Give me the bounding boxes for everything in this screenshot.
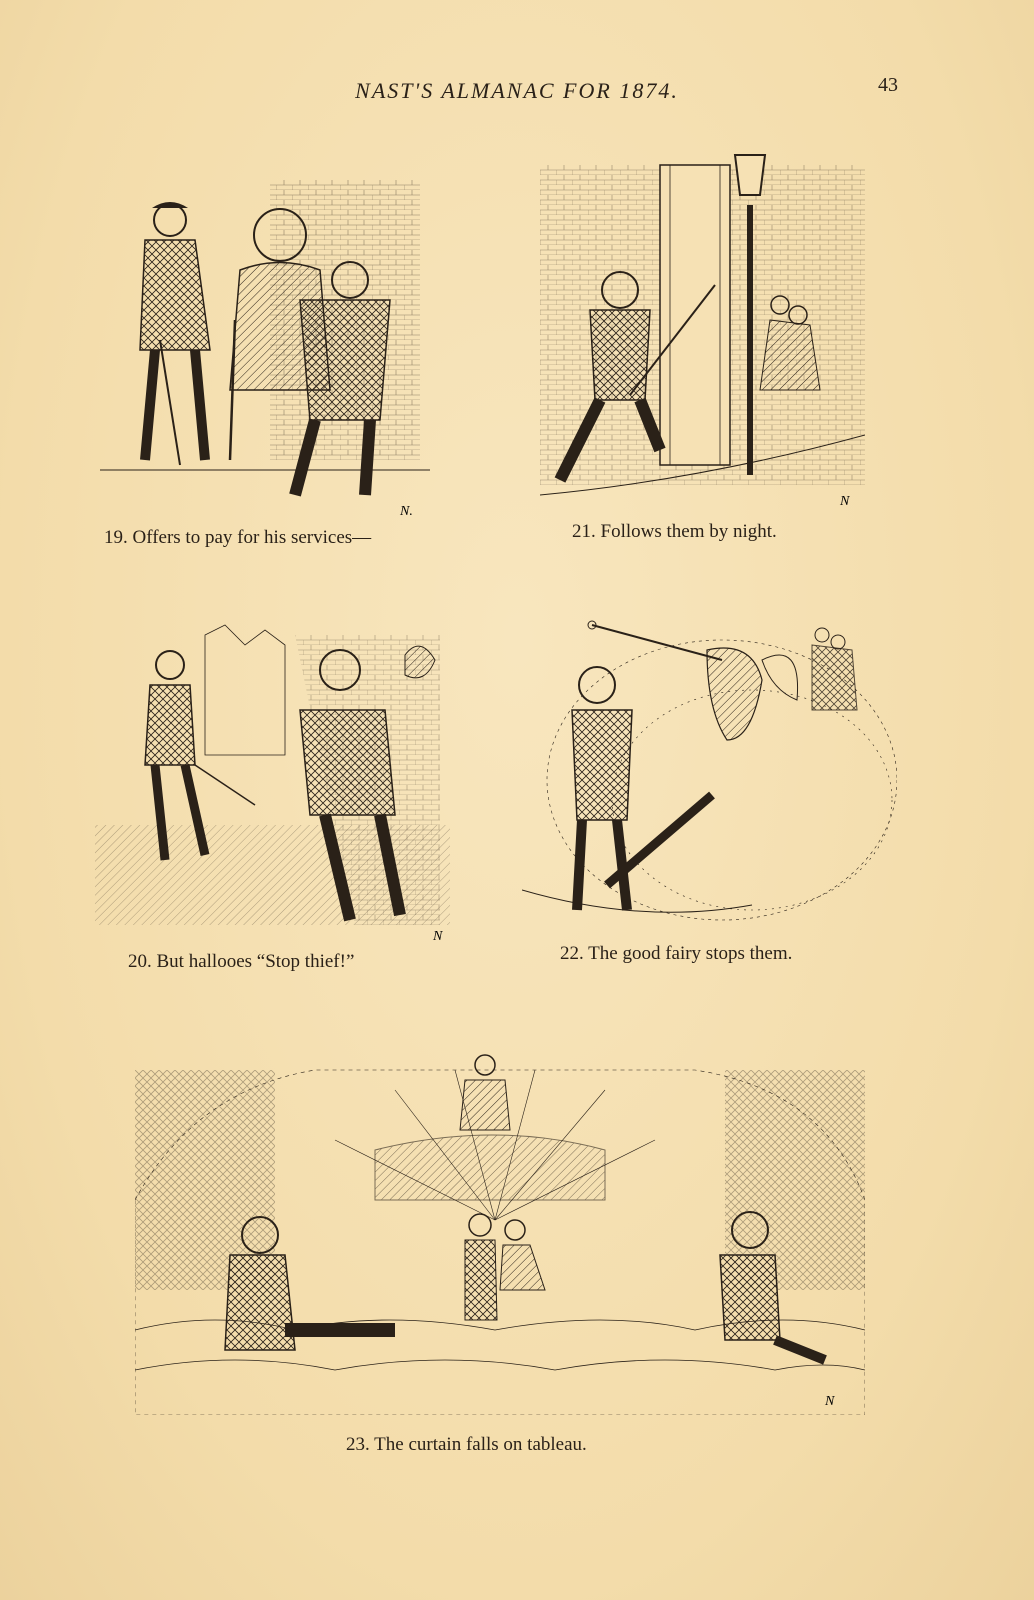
illustration-panel-22 [522,600,897,930]
svg-text:N: N [433,929,443,944]
caption-19: 19. Offers to pay for his services— [104,527,372,548]
running-title: NAST'S ALMANAC FOR 1874. [355,78,679,103]
svg-text:N: N [840,494,850,509]
illustration-21-drawing [540,145,865,510]
illustration-19-drawing [100,170,430,515]
illustration-panel-21 [540,145,865,510]
caption-23: 23. The curtain falls on tableau. [346,1434,587,1455]
illustration-panel-23 [135,1030,865,1415]
caption-20: 20. But hallooes “Stop thief!” [128,951,355,972]
illustration-22-drawing [522,600,897,930]
svg-text:N.: N. [400,504,413,515]
illustration-panel-20 [95,615,450,945]
caption-22: 22. The good fairy stops them. [560,943,793,964]
illustration-23-drawing [135,1030,865,1415]
caption-21: 21. Follows them by night. [572,521,777,542]
illustration-20-drawing [95,615,450,945]
illustration-panel-19 [100,170,430,515]
svg-text:N: N [825,1394,835,1409]
page-number: 43 [878,74,898,96]
